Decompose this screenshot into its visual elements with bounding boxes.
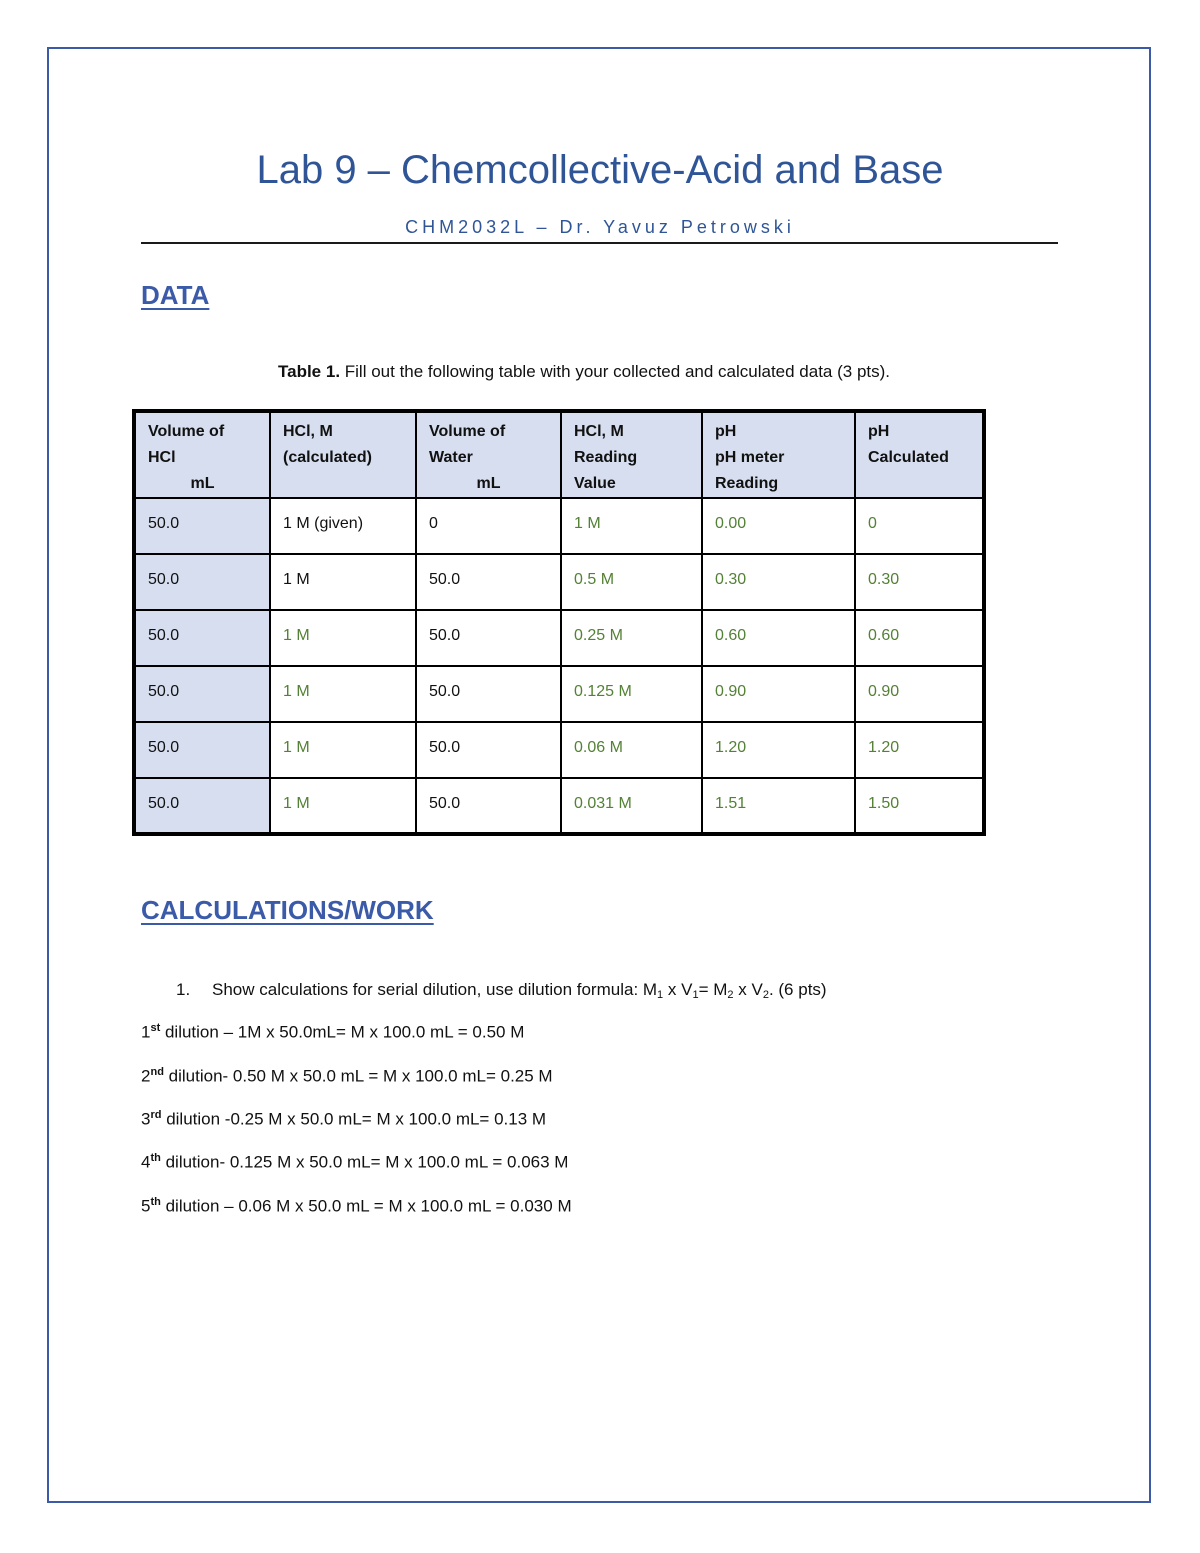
ordinal-suffix: rd	[150, 1109, 162, 1121]
dilution-line	[141, 1196, 572, 1217]
column-header	[134, 411, 270, 498]
table-cell: 1 M	[270, 554, 416, 610]
dilution-text: dilution- 0.125 M x 50.0 mL= M x 100.0 mL = 0.063 M	[160, 1152, 569, 1172]
document-title: Lab 9 – Chemcollective-Acid and Base	[256, 148, 944, 192]
title-rule	[141, 242, 1058, 244]
table-row	[134, 778, 984, 834]
column-header-line: pH	[715, 423, 737, 440]
column-header	[702, 411, 855, 498]
column-header-line: mL	[190, 475, 215, 492]
column-header-line: Volume of	[148, 423, 225, 440]
table-row	[134, 498, 984, 554]
table-header-row	[134, 411, 984, 498]
table-cell: 1.50	[855, 778, 984, 834]
table-cell: 50.0	[134, 666, 270, 722]
dilution-text: dilution – 0.06 M x 50.0 mL = M x 100.0 mL = 0.030 M	[160, 1196, 572, 1216]
table-row	[134, 610, 984, 666]
table-cell: 0.125 M	[561, 666, 702, 722]
ordinal-suffix: st	[150, 1022, 161, 1034]
dilution-line	[141, 1109, 546, 1130]
table-caption	[278, 362, 890, 382]
table-cell: 50.0	[134, 554, 270, 610]
table-row	[134, 722, 984, 778]
table-cell: 50.0	[416, 666, 561, 722]
table-row	[134, 666, 984, 722]
dilution-number: 5	[141, 1196, 151, 1216]
column-header-line: HCl, M	[574, 423, 624, 440]
table-cell: 50.0	[416, 610, 561, 666]
subscript: 1	[657, 989, 664, 1001]
list-text: = M	[698, 980, 728, 999]
dilution-number: 2	[141, 1066, 151, 1086]
dilution-number: 4	[141, 1152, 151, 1172]
column-header-line: pH meter	[715, 449, 785, 466]
column-header-line: Reading	[574, 449, 638, 466]
column-header	[270, 411, 416, 498]
table-cell: 0.5 M	[561, 554, 702, 610]
table-row	[134, 554, 984, 610]
table-cell: 50.0	[416, 554, 561, 610]
list-text: x V	[733, 980, 763, 999]
column-header-line: Water	[429, 449, 473, 466]
table-cell: 0	[416, 498, 561, 554]
column-header-line: Calculated	[868, 449, 949, 466]
table-cell: 0.90	[855, 666, 984, 722]
dilution-text: dilution -0.25 M x 50.0 mL= M x 100.0 mL= 0.13 M	[161, 1109, 547, 1129]
column-header	[561, 411, 702, 498]
column-header-line: mL	[476, 475, 501, 492]
table-cell: 1 M	[270, 778, 416, 834]
list-number: 1.	[176, 980, 191, 999]
table-cell: 50.0	[134, 498, 270, 554]
table-cell: 1.20	[702, 722, 855, 778]
table-cell: 0	[855, 498, 984, 554]
dilution-number: 1	[141, 1022, 151, 1042]
table-cell: 0.60	[855, 610, 984, 666]
data-heading: DATA	[141, 280, 210, 310]
table-caption-text: Fill out the following table with your collected and calculated data (3 pts).	[340, 362, 891, 381]
table-cell: 50.0	[134, 610, 270, 666]
column-header	[416, 411, 561, 498]
table-cell: 0.30	[855, 554, 984, 610]
column-header-line: Volume of	[429, 423, 506, 440]
column-header-line: HCl, M	[283, 423, 333, 440]
table-cell: 1 M	[270, 722, 416, 778]
table-cell: 50.0	[416, 722, 561, 778]
table-cell: 1 M	[561, 498, 702, 554]
calculations-heading: CALCULATIONS/WORK	[141, 895, 434, 925]
table-cell: 1 M (given)	[270, 498, 416, 554]
table-cell: 1.51	[702, 778, 855, 834]
column-header-line: Reading	[715, 475, 779, 492]
table-cell: 0.60	[702, 610, 855, 666]
ordinal-suffix: nd	[150, 1066, 164, 1078]
table-cell: 0.06 M	[561, 722, 702, 778]
table-cell: 1 M	[270, 666, 416, 722]
ordinal-suffix: th	[150, 1152, 161, 1164]
table-cell: 0.30	[702, 554, 855, 610]
table-cell: 50.0	[416, 778, 561, 834]
dilution-number: 3	[141, 1109, 151, 1129]
table-cell: 0.25 M	[561, 610, 702, 666]
data-table	[132, 409, 986, 836]
column-header-line: Value	[574, 475, 616, 492]
table-cell: 0.031 M	[561, 778, 702, 834]
dilution-text: dilution – 1M x 50.0mL= M x 100.0 mL = 0.50 M	[160, 1022, 525, 1042]
table-cell: 1 M	[270, 610, 416, 666]
dilution-text: dilution- 0.50 M x 50.0 mL = M x 100.0 mL= 0.25 M	[163, 1066, 553, 1086]
subscript: 2	[762, 989, 769, 1001]
table-caption-label: Table 1.	[278, 362, 341, 381]
subscript: 2	[727, 989, 734, 1001]
table-cell: 0.00	[702, 498, 855, 554]
dilution-line	[141, 1022, 524, 1043]
column-header	[855, 411, 984, 498]
dilution-line	[141, 1152, 568, 1173]
list-text: . (6 pts)	[768, 980, 827, 999]
dilution-line	[141, 1066, 553, 1087]
ordinal-suffix: th	[150, 1196, 161, 1208]
column-header-line: pH	[868, 423, 890, 440]
table-cell: 0.90	[702, 666, 855, 722]
table-cell: 50.0	[134, 722, 270, 778]
column-header-line: HCl	[148, 449, 176, 466]
subscript: 1	[692, 989, 699, 1001]
table-cell: 50.0	[134, 778, 270, 834]
list-text: x V	[663, 980, 693, 999]
document-subtitle: CHM2032L – Dr. Yavuz Petrowski	[405, 217, 795, 237]
table-cell: 1.20	[855, 722, 984, 778]
list-item	[176, 980, 827, 1001]
list-text: Show calculations for serial dilution, use dilution formula: M	[212, 980, 658, 999]
column-header-line: (calculated)	[283, 449, 372, 466]
